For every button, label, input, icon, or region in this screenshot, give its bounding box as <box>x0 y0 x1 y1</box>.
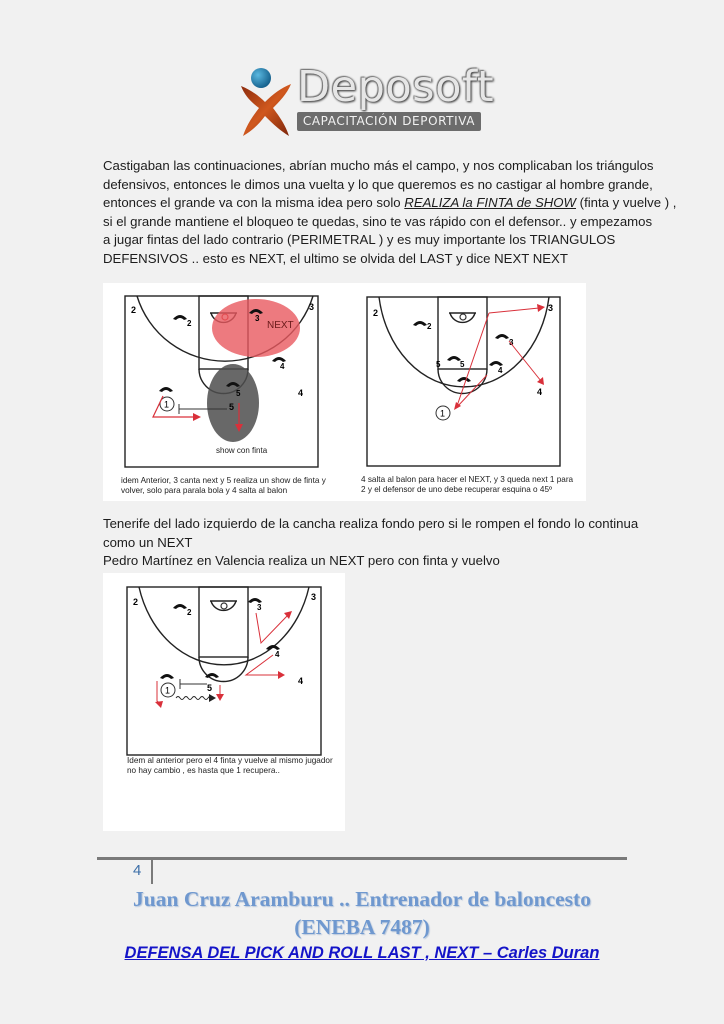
footer-author: Juan Cruz Aramburu .. Entrenador de baloncesto <box>133 887 591 911</box>
deposoft-logo <box>237 62 495 138</box>
arrow <box>489 308 539 313</box>
court-boundary <box>127 587 321 755</box>
defender-icon <box>173 604 187 609</box>
arrowhead <box>216 694 224 701</box>
defender-icon <box>160 674 174 679</box>
emphasis-finta-show: REALIZA la FINTA de SHOW <box>404 195 577 211</box>
intro-paragraph <box>103 157 677 269</box>
label-corner-left: 2 <box>133 597 139 607</box>
text-line: Castigaban las continuaciones, abrían mucho más el campo, y nos complicaban los triángulos <box>103 158 654 173</box>
defender-icon <box>173 315 187 320</box>
defender-icon <box>205 673 219 678</box>
diagram-caption <box>121 476 326 496</box>
three-point-arc <box>379 297 549 387</box>
court-diagram-3 <box>103 573 345 831</box>
label-corner-right: 3 <box>548 303 554 313</box>
label-d3: 3 <box>509 338 514 347</box>
caption-line: Idem al anterior pero el 4 finta y vuelve al mismo jugador <box>127 756 333 765</box>
label-off5: 5 <box>207 683 213 693</box>
caption-line: idem Anterior, 3 canta next y 5 realiza un show de finta y <box>121 476 326 485</box>
paint <box>438 297 487 369</box>
rim-icon <box>221 603 227 609</box>
label-off5: 5 <box>436 360 441 369</box>
label-d4: 4 <box>280 362 285 371</box>
diagram-caption <box>127 756 333 776</box>
label-d3: 3 <box>255 314 260 323</box>
text-line: Pedro Martínez en Valencia realiza un NEXT pero con finta y vuelvo <box>103 553 500 569</box>
three-point-arc <box>139 587 309 665</box>
label-corner-left: 2 <box>373 308 379 318</box>
paint <box>199 587 248 657</box>
label-corner-right: 3 <box>309 302 315 312</box>
arrowhead <box>209 694 216 702</box>
arrowhead <box>537 304 545 312</box>
text-line: como un NEXT <box>103 534 193 550</box>
arrow <box>153 396 197 417</box>
label-d2: 2 <box>427 322 432 331</box>
footer-license: (ENEBA 7487) <box>294 915 430 939</box>
label-d3: 3 <box>257 603 262 612</box>
defender-icon <box>447 356 461 361</box>
arrowhead <box>193 413 201 421</box>
text-span: (finta y vuelve ) , <box>576 195 677 211</box>
text-line: si el grande mantiene el bloqueo te quedas, sino te vas rápido con el defensor.. y empezamos <box>103 213 653 229</box>
arrowhead <box>278 671 285 679</box>
caption-line: volver, solo para parala bola y 4 salta al balon <box>121 486 288 495</box>
free-throw-arc <box>199 657 248 682</box>
footer-divider <box>97 857 627 860</box>
diagram-1 <box>103 283 349 501</box>
label-d4: 4 <box>275 650 280 659</box>
logo-brand: Deposoft <box>297 62 495 112</box>
arrows <box>157 613 288 704</box>
label-d4: 4 <box>498 366 503 375</box>
label-next: NEXT <box>267 320 294 331</box>
text-line: a jugar fintas del lado contrario (PERIMETRAL ) y es muy importante los TRIANGULOS <box>103 232 616 248</box>
label-ball: 1 <box>440 408 446 419</box>
label-off4: 4 <box>537 387 543 397</box>
label-off4: 4 <box>298 388 304 398</box>
rim-icon <box>460 314 466 320</box>
label-d5: 5 <box>460 360 465 369</box>
label-d5: 5 <box>236 389 241 398</box>
label-ball: 1 <box>165 685 171 696</box>
court-diagram-2 <box>349 283 586 501</box>
diagram-2 <box>349 283 586 501</box>
label-corner-left: 2 <box>131 305 137 315</box>
arrowhead <box>155 701 163 708</box>
label-d2: 2 <box>187 608 192 617</box>
defender-icon <box>413 321 427 326</box>
arrow <box>509 341 541 381</box>
label-show: show con finta <box>216 446 268 455</box>
caption-line: 2 y el defensor de uno debe recuperar esquina o 45º <box>361 485 552 494</box>
footer-link[interactable]: DEFENSA DEL PICK AND ROLL LAST , NEXT – Carles Duran <box>124 944 600 962</box>
page-number-divider <box>151 860 153 884</box>
label-off4: 4 <box>298 676 304 686</box>
court-diagram-1 <box>103 283 349 501</box>
middle-paragraph <box>103 515 639 571</box>
label-ball: 1 <box>164 399 170 410</box>
logo-tagline: CAPACITACIÓN DEPORTIVA <box>297 112 481 131</box>
diagram-3 <box>103 573 345 831</box>
caption-line: no hay cambio , es hasta que 1 recupera.. <box>127 766 280 775</box>
text-line <box>103 194 677 213</box>
defender-icon <box>495 334 509 339</box>
defender-icon <box>159 387 173 392</box>
text-span: entonces el grande va con la misma idea pero solo <box>103 195 405 211</box>
logo-figure-icon <box>237 66 295 138</box>
dribble-path <box>176 697 212 700</box>
label-corner-right: 3 <box>311 592 317 602</box>
diagram-caption <box>361 475 573 495</box>
defender-icon <box>457 377 471 382</box>
arrow <box>157 681 161 704</box>
page-number: 4 <box>133 862 142 879</box>
label-d2: 2 <box>187 319 192 328</box>
text-line: Tenerife del lado izquierdo de la cancha realiza fondo pero si le rompen el fondo lo continua <box>103 516 639 531</box>
label-off5: 5 <box>229 402 235 412</box>
text-line: DEFENSIVOS .. esto es NEXT, el ultimo se olvida del LAST y dice NEXT NEXT <box>103 250 568 266</box>
text-line: defensivos, entonces le dimos una vuelta y lo que queremos es no castigar al hombre grande, <box>103 176 653 192</box>
arrowhead <box>537 377 544 385</box>
caption-line: 4 salta al balon para hacer el NEXT, y 3 queda next 1 para <box>361 475 574 484</box>
